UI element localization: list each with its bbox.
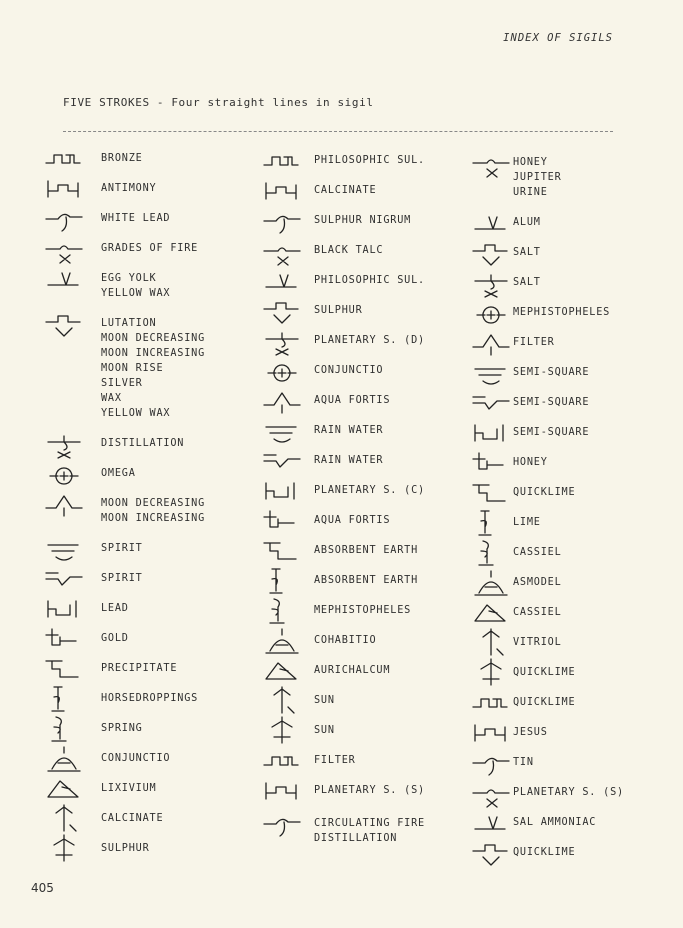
quicklime-alt2-sigil-icon — [471, 687, 511, 717]
entry-names — [513, 815, 596, 830]
entry-name: SUN — [314, 695, 335, 706]
entry-name: BRONZE — [101, 153, 143, 164]
egg-yolk-sigil-icon — [44, 263, 84, 293]
entry-name: SULPHUR — [101, 843, 150, 854]
entry-name: SPRING — [101, 723, 143, 734]
rain-water-sigil-icon — [262, 415, 302, 445]
cassiel-alt-sigil-icon — [471, 597, 511, 627]
entry-name: URINE — [513, 187, 548, 198]
entry-name: SPIRIT — [101, 543, 143, 554]
entry-names — [513, 635, 562, 650]
entry-name: QUICKLIME — [513, 847, 576, 858]
bronze-sigil-icon — [44, 143, 84, 173]
conjunctio-sigil-icon — [262, 355, 302, 385]
entry-names — [513, 485, 575, 500]
entry-names — [101, 661, 177, 676]
entry-name: SULPHUR NIGRUM — [314, 215, 412, 226]
sulphur-sigil-icon — [262, 295, 302, 325]
entry-names — [101, 211, 170, 226]
entry-name: WHITE LEAD — [101, 213, 171, 224]
spirit-sigil-icon — [44, 533, 84, 563]
philosophic-sulphur-sigil-icon — [262, 145, 302, 175]
entry-names — [513, 725, 548, 740]
entry-names — [101, 571, 143, 586]
entry-name: DISTILLATION — [314, 833, 398, 844]
entry-name: SULPHUR — [314, 305, 363, 316]
entry-name: RAIN WATER — [314, 455, 384, 466]
entry-names — [314, 393, 390, 408]
entry-names — [314, 153, 425, 168]
section-heading: FIVE STROKES - Four straight lines in sigil — [63, 96, 374, 109]
planetary-d-sigil-icon — [262, 325, 302, 355]
entry-names — [314, 816, 425, 846]
entry-names — [513, 575, 562, 590]
entry-name: BLACK TALC — [314, 245, 384, 256]
lead-sigil-icon — [44, 593, 84, 623]
omega-sigil-icon — [44, 458, 84, 488]
entry-name: PLANETARY S. (S) — [314, 785, 425, 796]
entry-name: QUICKLIME — [513, 667, 576, 678]
lixivium-sigil-icon — [44, 773, 84, 803]
mephistopheles-sigil-icon — [471, 297, 511, 327]
entry-names — [314, 333, 425, 348]
entry-names — [513, 365, 589, 380]
entry-names — [513, 245, 541, 260]
entry-name: VITRIOL — [513, 637, 562, 648]
entry-names — [513, 155, 562, 200]
entry-names — [101, 601, 129, 616]
spring-sigil-icon — [44, 713, 84, 743]
entry-name: PHILOSOPHIC SUL. — [314, 155, 425, 166]
entry-names — [314, 303, 363, 318]
entry-name: MOON DECREASING — [101, 333, 206, 344]
conjunctio-sigil-icon — [44, 743, 84, 773]
entry-name: HORSEDROPPINGS — [101, 693, 199, 704]
entry-names — [513, 545, 562, 560]
running-head: INDEX OF SIGILS — [503, 32, 613, 44]
entry-name: SEMI-SQUARE — [513, 397, 590, 408]
entry-names — [101, 271, 170, 301]
entry-name: QUICKLIME — [513, 697, 576, 708]
honey-sigil-icon — [471, 147, 511, 177]
entry-name: PLANETARY S. (C) — [314, 485, 425, 496]
entry-names — [314, 723, 335, 738]
cohabitio-sigil-icon — [262, 625, 302, 655]
black-talc-sigil-icon — [262, 235, 302, 265]
entry-names — [314, 633, 376, 648]
honey-alt-sigil-icon — [471, 447, 511, 477]
entry-name: MEPHISTOPHELES — [314, 605, 412, 616]
salt-alt-sigil-icon — [471, 267, 511, 297]
absorbent-earth-sigil-icon — [262, 535, 302, 565]
sun-alt-sigil-icon — [262, 715, 302, 745]
entry-name: CONJUNCTIO — [101, 753, 171, 764]
planetary-c-sigil-icon — [262, 475, 302, 505]
entry-name: AQUA FORTIS — [314, 395, 391, 406]
entry-name: CALCINATE — [101, 813, 164, 824]
entry-name: FILTER — [513, 337, 555, 348]
entry-name: GRADES OF FIRE — [101, 243, 199, 254]
entry-name: PHILOSOPHIC SUL. — [314, 275, 425, 286]
entry-names — [101, 841, 150, 856]
entry-name: PLANETARY S. (S) — [513, 787, 624, 798]
entry-name: MOON INCREASING — [101, 513, 206, 524]
rain-water-alt-sigil-icon — [262, 445, 302, 475]
entry-names — [513, 305, 610, 320]
entry-name: AQUA FORTIS — [314, 515, 391, 526]
sun-sigil-icon — [262, 685, 302, 715]
entry-names — [101, 811, 163, 826]
entry-name: HONEY — [513, 157, 548, 168]
entry-names — [101, 541, 143, 556]
entry-names — [314, 663, 390, 678]
entry-names — [513, 395, 589, 410]
lutation-sigil-icon — [44, 308, 84, 338]
entry-names — [314, 363, 383, 378]
entry-names — [513, 425, 589, 440]
tin-sigil-icon — [471, 747, 511, 777]
entry-name: MOON RISE — [101, 363, 164, 374]
entry-name: SALT — [513, 247, 541, 258]
lime-sigil-icon — [471, 507, 511, 537]
entry-name: SEMI-SQUARE — [513, 427, 590, 438]
page-number: 405 — [31, 881, 54, 895]
entry-name: ANTIMONY — [101, 183, 157, 194]
filter-sigil-icon — [471, 327, 511, 357]
entry-name: CASSIEL — [513, 607, 562, 618]
semi-square-alt2-sigil-icon — [471, 417, 511, 447]
entry-name: FILTER — [314, 755, 356, 766]
entry-names — [513, 335, 555, 350]
entry-name: RAIN WATER — [314, 425, 384, 436]
planetary-s-sigil-icon — [471, 777, 511, 807]
entry-names — [513, 785, 624, 800]
sal-ammoniac-sigil-icon — [471, 807, 511, 837]
entry-names — [101, 316, 205, 421]
semi-square-sigil-icon — [471, 357, 511, 387]
entry-name: SILVER — [101, 378, 143, 389]
entry-name: COHABITIO — [314, 635, 377, 646]
entry-name: OMEGA — [101, 468, 136, 479]
entry-name: LUTATION — [101, 318, 157, 329]
entry-names — [314, 753, 356, 768]
entry-name: CIRCULATING FIRE — [314, 818, 425, 829]
section-divider — [63, 131, 613, 132]
entry-name: ABSORBENT EARTH — [314, 545, 419, 556]
entry-names — [314, 483, 425, 498]
entry-name: CASSIEL — [513, 547, 562, 558]
entry-names — [314, 423, 383, 438]
entry-name: YELLOW WAX — [101, 408, 171, 419]
entry-names — [101, 496, 205, 526]
entry-name: WAX — [101, 393, 122, 404]
entry-name: MEPHISTOPHELES — [513, 307, 611, 318]
entry-name: SEMI-SQUARE — [513, 367, 590, 378]
entry-names — [101, 631, 129, 646]
entry-name: CALCINATE — [314, 185, 377, 196]
entry-name: SUN — [314, 725, 335, 736]
entry-names — [314, 783, 425, 798]
entry-names — [101, 181, 156, 196]
vitriol-sigil-icon — [471, 627, 511, 657]
entry-names — [101, 151, 143, 166]
entry-name: PLANETARY S. (D) — [314, 335, 425, 346]
entry-names — [101, 466, 136, 481]
gold-sigil-icon — [44, 623, 84, 653]
entry-names — [101, 781, 156, 796]
entry-name: MOON DECREASING — [101, 498, 206, 509]
semi-square-alt-sigil-icon — [471, 387, 511, 417]
entry-name: DISTILLATION — [101, 438, 185, 449]
asmodel-sigil-icon — [471, 567, 511, 597]
aqua-fortis-sigil-icon — [262, 385, 302, 415]
entry-names — [513, 275, 541, 290]
entry-name: SAL AMMONIAC — [513, 817, 597, 828]
entry-names — [314, 693, 335, 708]
white-lead-sigil-icon — [44, 203, 84, 233]
entry-names — [101, 436, 184, 451]
sulphur-nigrum-sigil-icon — [262, 205, 302, 235]
entry-names — [513, 755, 534, 770]
entry-name: JESUS — [513, 727, 548, 738]
jesus-sigil-icon — [471, 717, 511, 747]
quicklime-sigil-icon — [471, 477, 511, 507]
entry-name: SALT — [513, 277, 541, 288]
entry-names — [513, 665, 575, 680]
entry-names — [314, 513, 390, 528]
entry-names — [513, 215, 541, 230]
entry-names — [314, 273, 425, 288]
entry-name: SPIRIT — [101, 573, 143, 584]
entry-name: CONJUNCTIO — [314, 365, 384, 376]
entry-name: YELLOW WAX — [101, 288, 171, 299]
entry-name: ASMODEL — [513, 577, 562, 588]
entry-name: EGG YOLK — [101, 273, 157, 284]
entry-names — [101, 751, 170, 766]
entry-name: PRECIPITATE — [101, 663, 178, 674]
antimony-sigil-icon — [44, 173, 84, 203]
planetary-s-sigil-icon — [262, 775, 302, 805]
entry-name: ALUM — [513, 217, 541, 228]
alum-sigil-icon — [471, 207, 511, 237]
entry-name: MOON INCREASING — [101, 348, 206, 359]
entry-names — [314, 453, 383, 468]
entry-names — [314, 573, 418, 588]
aqua-fortis-alt-sigil-icon — [262, 505, 302, 535]
entry-name: HONEY — [513, 457, 548, 468]
circulating-fire-sigil-icon — [262, 808, 302, 838]
moon-sigil-icon — [44, 488, 84, 518]
entry-names — [314, 543, 418, 558]
entry-name: LIME — [513, 517, 541, 528]
cassiel-sigil-icon — [471, 537, 511, 567]
entry-names — [513, 455, 548, 470]
entry-names — [314, 243, 383, 258]
quicklime-alt3-sigil-icon — [471, 837, 511, 867]
entry-name: GOLD — [101, 633, 129, 644]
entry-name: JUPITER — [513, 172, 562, 183]
quicklime-alt-sigil-icon — [471, 657, 511, 687]
entry-names — [101, 241, 198, 256]
entry-names — [314, 183, 376, 198]
entry-name: LIXIVIUM — [101, 783, 157, 794]
entry-name: ABSORBENT EARTH — [314, 575, 419, 586]
entry-names — [513, 845, 575, 860]
calcinate-sigil-icon — [262, 175, 302, 205]
filter-sigil-icon — [262, 745, 302, 775]
horsedroppings-sigil-icon — [44, 683, 84, 713]
entry-names — [513, 695, 575, 710]
entry-names — [314, 213, 411, 228]
sulphur-sigil-icon — [44, 833, 84, 863]
entry-names — [513, 515, 541, 530]
entry-name: AURICHALCUM — [314, 665, 391, 676]
absorbent-earth-alt-sigil-icon — [262, 565, 302, 595]
philosophic-sulphur-alt-sigil-icon — [262, 265, 302, 295]
mephistopheles-sigil-icon — [262, 595, 302, 625]
entry-names — [513, 605, 562, 620]
entry-names — [314, 603, 411, 618]
precipitate-sigil-icon — [44, 653, 84, 683]
entry-name: TIN — [513, 757, 534, 768]
calcinate-sigil-icon — [44, 803, 84, 833]
entry-name: LEAD — [101, 603, 129, 614]
salt-sigil-icon — [471, 237, 511, 267]
entry-names — [101, 691, 198, 706]
aurichalcum-sigil-icon — [262, 655, 302, 685]
grades-of-fire-sigil-icon — [44, 233, 84, 263]
entry-names — [101, 721, 143, 736]
spirit-alt-sigil-icon — [44, 563, 84, 593]
distillation-sigil-icon — [44, 428, 84, 458]
entry-name: QUICKLIME — [513, 487, 576, 498]
